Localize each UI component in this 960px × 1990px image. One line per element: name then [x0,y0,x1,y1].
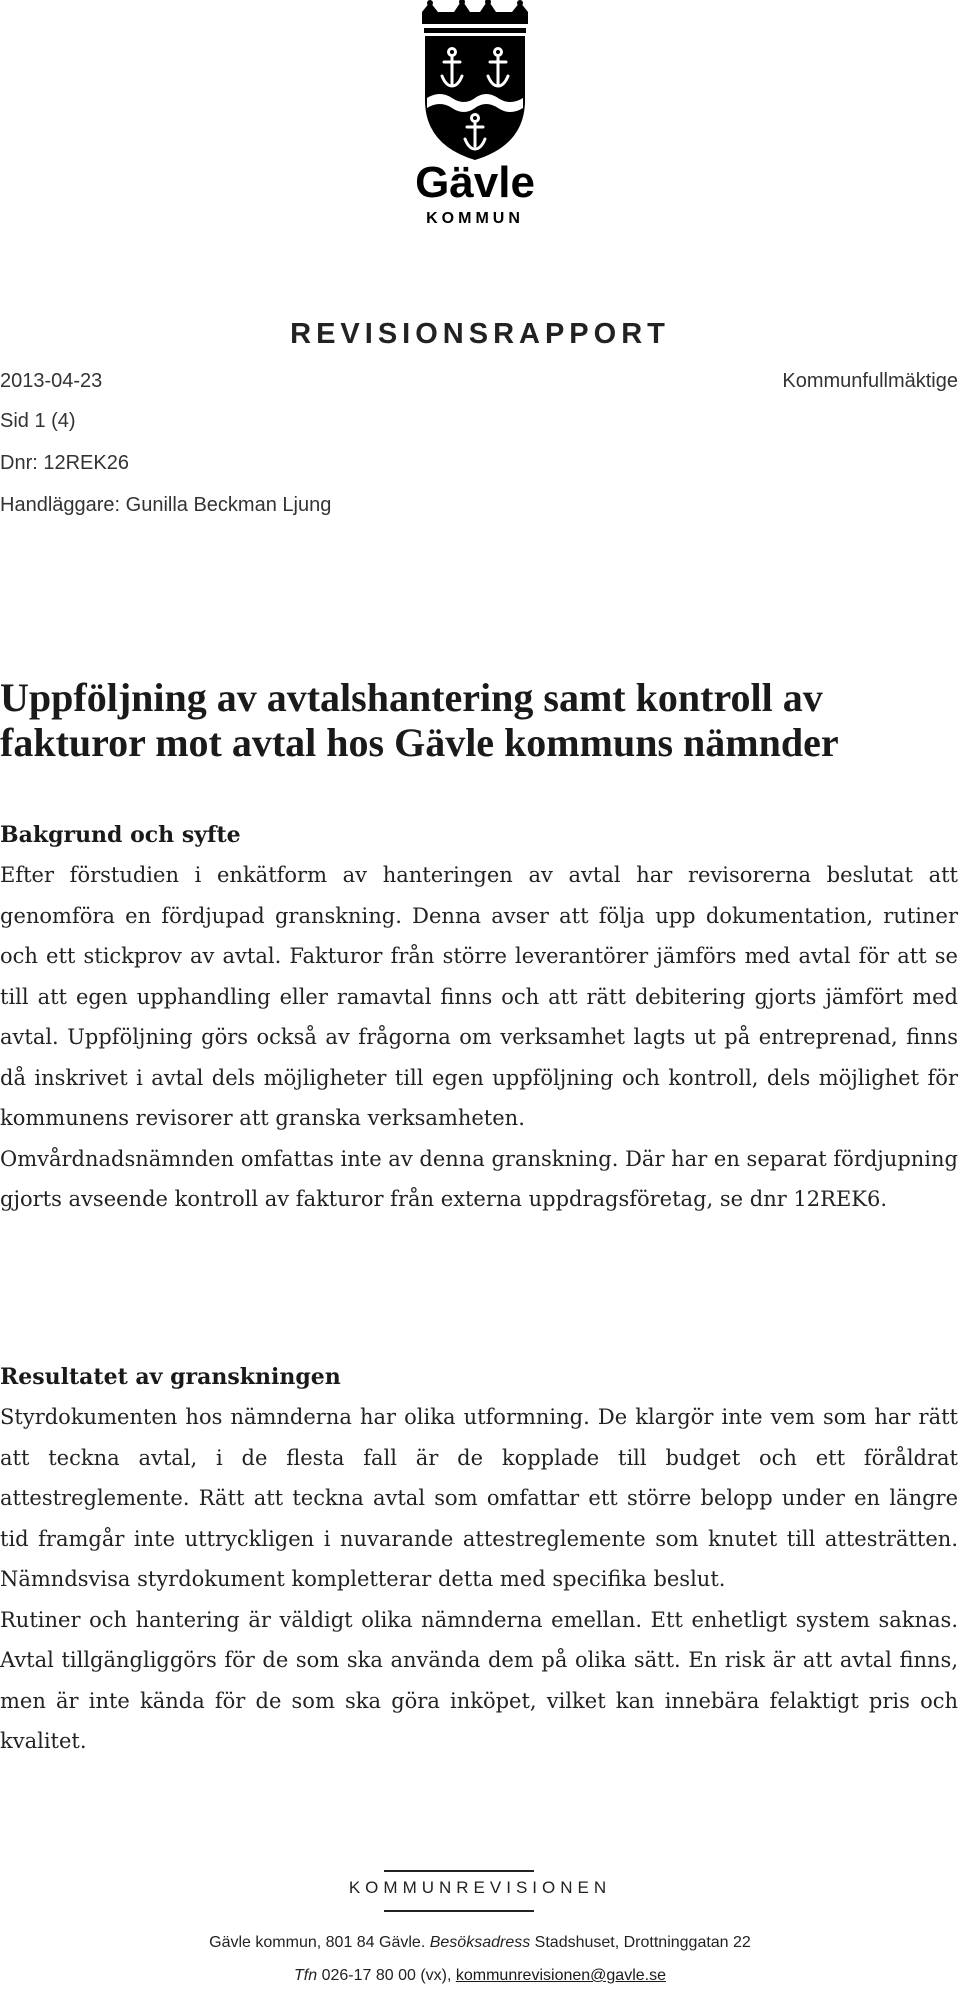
section-heading: Bakgrund och syfte [0,822,241,848]
footer-phone: 026-17 80 00 (vx), [321,1967,452,1984]
footer-divider [384,1870,534,1872]
case-handler: Handläggare: Gunilla Beckman Ljung [0,494,332,516]
section-paragraph: Omvårdnadsnämnden omfattas inte av denna granskning. Där har en separat fördjupning gjorts avseende kontroll av fakturor från externa uppdragsföretag, se dnr 12REK6. [0,1146,958,1211]
gavle-kommun-logo [400,0,550,235]
report-title: REVISIONSRAPPORT [290,318,670,350]
page-number: Sid 1 (4) [0,410,76,432]
section-background [0,815,958,1220]
footer-phone-label: Tfn [293,1967,318,1984]
report-date: 2013-04-23 [0,370,103,392]
logo-sub: KOMMUN [426,210,524,227]
section-results [0,1357,958,1762]
footer-organization: KOMMUNREVISIONEN [348,1878,612,1897]
recipient: Kommunfullmäktige [782,370,958,392]
diary-number: Dnr: 12REK26 [0,452,129,474]
main-title: Uppföljning av avtalshantering samt kontroll av fakturor mot avtal hos Gävle kommuns nämnder [0,675,839,765]
footer-divider [384,1910,534,1912]
footer-address-place: Stadshuset, Drottninggatan 22 [534,1934,751,1951]
section-paragraph: Rutiner och hantering är väldigt olika nämnderna emellan. Ett enhetligt system saknas. Avtal tillgängliggörs för de som ska använda dem på olika sätt. En risk är att avtal finns, men är inte kända för de som ska göra inköpet, vilket kan innebära felaktigt pris och kvalitet. [0,1607,958,1753]
footer-contact [0,1967,960,1985]
footer-address-plain: Gävle kommun, 801 84 Gävle. [209,1934,426,1951]
section-paragraph: Efter förstudien i enkätform av hanteringen av avtal har revisorerna beslutat att genomföra en fördjupad granskning. Denna avser att följa upp dokumentation, rutiner och ett stickprov av avtal. Fakturor från större leverantörer jämförs med avtal för att se till att egen upphandling eller ramavtal finns och att rätt debitering gjorts jämfört med avtal. Uppföljning görs också av frågorna om verksamhet lagts ut på entreprenad, finns då inskrivet i avtal dels möjligheter till egen uppföljning och kontroll, dels möjlighet för kommunens revisorer att granska verksamheten. [0,863,958,1130]
section-paragraph: Styrdokumenten hos nämnderna har olika utformning. De klargör inte vem som har rätt att teckna avtal, i de flesta fall är de kopplade till budget och ett föråldrat attestreglemente. Rätt att teckna avtal som omfattar ett större belopp under en längre tid framgår inte uttryckligen i nuvarande attestreglemente som knutet till attesträtten. Nämndsvisa styrdokument kompletterar detta med specifika beslut. [0,1405,958,1591]
footer-address [0,1934,960,1952]
section-heading: Resultatet av granskningen [0,1364,341,1390]
logo-name: Gävle [415,158,535,207]
footer-email-link[interactable]: kommunrevisionen@gavle.se [455,1967,666,1984]
footer-address-label: Besöksadress [429,1934,531,1951]
